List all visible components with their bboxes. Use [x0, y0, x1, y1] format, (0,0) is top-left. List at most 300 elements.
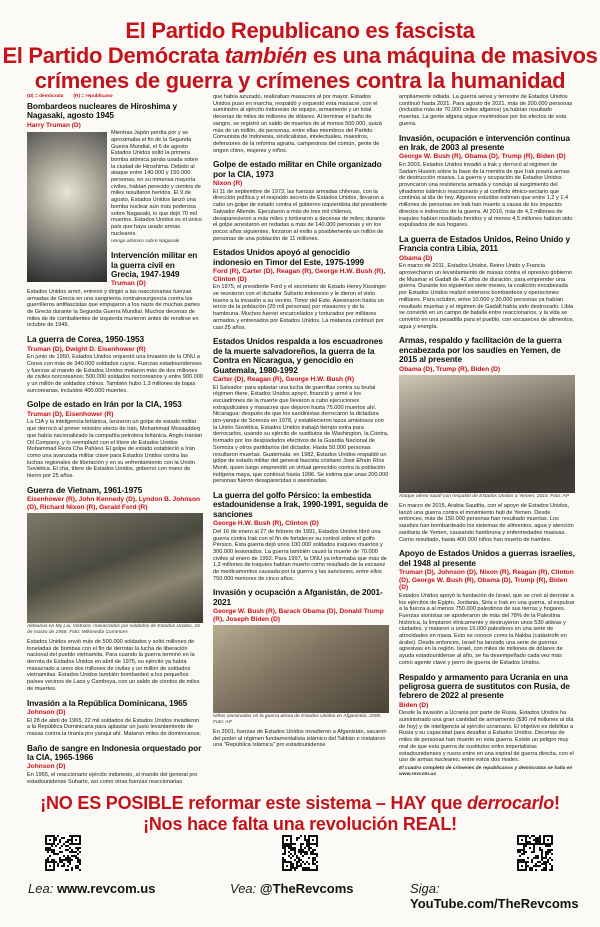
qr-module	[298, 859, 300, 861]
section-body: Desde la invasión a Ucrania por parte de Rusia, Estados Unidos ha suministrado una gran cantidad de armamento ($30 mil millones al día de hoy) y de inteligencia al ejército ucraniano. El objetivo es debilitar a Rusia y su capacidad para desafiar a Estados Unidos. Decenas de miles de personas han muerto en esta guerra. Existe un peligro muy real de que esta guerra de sustitutos entre imperialistas estadounidenses y rusos entre en una espiral de guerra directa, con el uso de armas nucleares, entre estos dos rivales.	[399, 710, 574, 764]
qr-module	[316, 869, 318, 871]
qr-module	[308, 869, 310, 871]
qr-module	[71, 837, 73, 839]
presidents-list: Eisenhower (R), John Kennedy (D), Lyndon B. Johnson (D), Richard Nixon (R), Gerald Ford (R)	[27, 496, 201, 511]
qr-module	[316, 861, 318, 863]
legend-rep: (R) = republicano	[73, 94, 113, 99]
qr-module	[77, 857, 79, 859]
qr-module	[290, 857, 292, 859]
qr-module	[47, 869, 49, 871]
qr-code-website[interactable]	[45, 835, 81, 871]
qr-module	[551, 869, 553, 871]
qr-module	[314, 835, 316, 837]
qr-module	[63, 837, 65, 839]
qr-module	[288, 847, 290, 849]
qr-module	[55, 861, 57, 863]
qr-module	[290, 861, 292, 863]
qr-module	[306, 861, 308, 863]
qr-module	[75, 843, 77, 845]
qr-module	[282, 859, 284, 861]
qr-module	[549, 863, 551, 865]
presidents-list: George W. Bush (R), Barack Obama (D), Donald Trump (R), Joseph Biden (D)	[213, 608, 384, 623]
qr-module	[316, 839, 318, 841]
qr-module	[73, 855, 75, 857]
qr-module	[549, 857, 551, 859]
photo-caption: Ataque aéreo saudí con respaldo de Estados Unidos a Yemen, 2015. Foto: AP	[399, 494, 570, 500]
qr-module	[47, 849, 49, 851]
section-title: Golpe de estado militar en Chile organizado por la CIA, 1973	[213, 159, 382, 179]
qr-module	[45, 863, 47, 865]
qr-module	[75, 847, 77, 849]
qr-module	[545, 855, 547, 857]
qr-module	[79, 841, 81, 843]
qr-module	[537, 855, 539, 857]
qr-module	[288, 843, 290, 845]
qr-module	[65, 849, 67, 851]
qr-module	[69, 863, 71, 865]
section-body: El 28 de abril de 1965, 22 mil soldados de Estados Unidos invadieron a la República Dominicana para aplastar un justo levantamiento de masas contra la tiranía pro yanqui ahí. Mataron miles de dominicanos.	[27, 717, 202, 737]
qr-module	[290, 845, 292, 847]
qr-module	[49, 847, 51, 849]
qr-module	[312, 863, 314, 865]
qr-module	[537, 865, 539, 867]
qr-module	[63, 843, 65, 845]
qr-module	[71, 843, 73, 845]
qr-module	[77, 853, 79, 855]
qr-module	[292, 865, 294, 867]
qr-module	[517, 843, 519, 845]
section-body: Estados Unidos armó, entrenó y dirigió a las reaccionarias fuerzas armadas de Grecia en una sangrienta contrainsurgencia contra los guerrilleros antifascistas que empujaron a los nazis de muchas partes de Grecia durante la Segunda Guerra Mundial. Muchos decenas de miles de de combatientes de izquierda murieron antes de rendirse en octubre de 1949.	[27, 288, 200, 329]
qr-pattern	[282, 835, 318, 871]
qr-module	[53, 837, 55, 839]
qr-module	[541, 869, 543, 871]
qr-module	[45, 841, 47, 843]
qr-module	[59, 839, 61, 841]
qr-module	[288, 861, 290, 863]
qr-module	[517, 863, 519, 865]
qr-module	[298, 857, 300, 859]
qr-module	[525, 865, 527, 867]
qr-module	[75, 839, 77, 841]
qr-module	[539, 865, 541, 867]
qr-module	[286, 861, 288, 863]
qr-module	[53, 859, 55, 861]
qr-module	[517, 867, 519, 869]
qr-module	[292, 843, 294, 845]
section-title: Bombardeos nucleares de Hiroshima y Nagasaki, agosto 1945	[27, 100, 178, 121]
section-body: que había azuzado, realizaban masacres al por mayor. Estados Unidos puso en marcha, respaldó y orquestó esta masacre, con el suministro al ejército indonesio de equipo, armamento y un total decenas de miles de millones de dólares. Al terminar el baño de sangre, se registró un saldo de muertes de al menos 500.000, quizá más de un millón, de personas, entre ellas miembros del Partido Comunista de Indonesia, sindicalistas, intelectuales, maestros, defensores de la reforma agraria, campesinos del común, gente de origen chino, mujeres y niños.	[213, 94, 382, 154]
section-body: El 11 de septiembre de 1973, las fuerzas armadas chilenas, con la dirección política y el respaldo secreto de Estados Unidos, llevaron a cabo un golpe de estado contra el gobierno izquierdista del presidente Salvador Allende. Ejecutaron a más de tres mil chilenos, desaparecieron a más miles y torturaron a decenas de miles; durante el golpe arrestaron en redadas a más de 140.000 personas y en los pocos años siguientes, forzaron al exilio a posiblemente un millón de personas de una población de 11 millones.	[213, 188, 388, 242]
qr-module	[312, 859, 314, 861]
qr-module	[298, 861, 300, 863]
qr-module	[294, 867, 296, 869]
section-title: Invasión y ocupación a Afganistán, de 2001-2021	[213, 587, 383, 607]
qr-module	[545, 865, 547, 867]
qr-module	[51, 859, 53, 861]
qr-module	[535, 863, 537, 865]
photo-caption: Aldeanos en My Lai, Vietnam, masacrados por soldados de Estados Unidos, 16 de marzo de 1968. Foto: Wikimedia Commons	[27, 624, 200, 636]
qr-module	[310, 843, 312, 845]
qr-module	[286, 835, 288, 837]
qr-module	[67, 865, 69, 867]
legend-dem: (D) = demócrata	[27, 94, 64, 99]
qr-module	[79, 839, 81, 841]
presidents-list: Biden (D)	[399, 701, 429, 709]
qr-module	[525, 843, 527, 845]
qr-module	[543, 835, 545, 837]
qr-module	[51, 861, 53, 863]
qr-module	[300, 859, 302, 861]
footer-read[interactable]	[28, 881, 155, 896]
qr-module	[47, 851, 49, 853]
footer-follow-link[interactable]: YouTube.com/TheRevcoms	[410, 896, 579, 911]
qr-module	[49, 869, 51, 871]
article-section	[27, 699, 203, 738]
headline-line-2	[0, 45, 600, 67]
qr-module	[535, 857, 537, 859]
qr-module	[79, 851, 81, 853]
qr-module	[67, 855, 69, 857]
qr-module	[521, 835, 523, 837]
qr-module	[71, 835, 73, 837]
qr-module	[306, 845, 308, 847]
qr-module	[65, 841, 67, 843]
qr-module	[549, 869, 551, 871]
section-body: En 2001, fuerzas de Estados Unidos invadieron a Afganistán, sacaron del poder al régimen fundamentalista islámico del Talibán e instalaron una "República Islámica" pro estadounidense	[213, 729, 387, 749]
qr-module	[527, 865, 529, 867]
qr-module	[306, 851, 308, 853]
qr-module	[517, 859, 519, 861]
qr-module	[547, 845, 549, 847]
qr-module	[53, 841, 55, 843]
qr-module	[294, 851, 296, 853]
qr-module	[308, 857, 310, 859]
qr-module	[543, 839, 545, 841]
qr-module	[541, 863, 543, 865]
qr-module	[547, 839, 549, 841]
qr-module	[288, 855, 290, 857]
qr-module	[525, 867, 527, 869]
photo-caption: Niños asesinados en la guerra aérea de Estados Unidos en Afganistán, 2009. Foto: AP	[213, 714, 382, 726]
qr-module	[75, 857, 77, 859]
call-line-1	[0, 793, 600, 814]
qr-module	[547, 851, 549, 853]
headline-line-3: crímenes de guerra y crímenes contra la humanidad	[34, 68, 566, 93]
qr-module	[290, 849, 292, 851]
section-body: En 1975, el presidente Ford y el secretario de Estado Henry Kissinger se reunieron con el dictador Suharto indonesio y le dieron el visto bueno a la invasión a su vecino, Timor del Este. Asesinaron hasta un tercio de la población (20 mil personas) por masacres y de la hambruna. Muchos fueron encarcelados y torturados por militares armados y entrenados por Estados Unidos. La matanza continuó por casi 25 años.	[213, 284, 387, 331]
qr-module	[312, 849, 314, 851]
section-photo	[399, 375, 575, 493]
footer-see-link[interactable]: @TheRevcoms	[259, 881, 354, 896]
qr-module	[300, 849, 302, 851]
qr-module	[537, 839, 539, 841]
qr-module	[288, 851, 290, 853]
footer-see[interactable]	[230, 881, 354, 896]
qr-module	[53, 861, 55, 863]
qr-module	[310, 851, 312, 853]
section-title: Golpe de estado en Irán por la CIA, 1953	[27, 399, 182, 410]
qr-module	[551, 849, 553, 851]
qr-module	[290, 853, 292, 855]
footer-read-link[interactable]: www.revcom.us	[56, 881, 156, 896]
qr-module	[71, 867, 73, 869]
section-title: Estados Unidos apoyó al genocidio indonesio en Timor del Este, 1975-1999	[213, 247, 364, 267]
qr-module	[300, 835, 302, 837]
qr-module	[517, 839, 519, 841]
qr-module	[45, 843, 47, 845]
qr-module	[69, 857, 71, 859]
qr-module	[302, 869, 304, 871]
section-title: Armas, respaldo y facilitación de la guerra encabezada por los saudíes en Yemen, de 2015 al presente	[399, 335, 562, 365]
qr-module	[45, 849, 47, 851]
article-section	[213, 248, 389, 331]
qr-module	[306, 869, 308, 871]
qr-module	[533, 843, 535, 845]
presidents-list: Carter (D), Reagan (R), George H.W. Bush (R)	[213, 375, 355, 383]
qr-module	[294, 869, 296, 871]
qr-module	[316, 837, 318, 839]
qr-module	[69, 851, 71, 853]
qr-module	[523, 835, 525, 837]
qr-module	[308, 845, 310, 847]
source-note: El cuadro completo de crímenes de republicanos y demócratas se halla en www.revcom.us	[399, 765, 573, 777]
qr-module	[284, 851, 286, 853]
qr-module	[521, 843, 523, 845]
presidents-list: Obama (D)	[399, 254, 433, 262]
qr-module	[45, 837, 47, 839]
qr-module	[521, 865, 523, 867]
qr-module	[290, 835, 292, 837]
qr-module	[282, 845, 284, 847]
qr-module	[523, 843, 525, 845]
qr-module	[314, 859, 316, 861]
section-body: El Salvador: para aplastar una lucha de guerrillas contra su brutal régimen títere, Estados Unidos apoyó, financió y armó a los escuadrones de la muerte que llevaron a cabo ejecuciones extrajudiciales y masacres que dejaron hasta 75.000 muertos ahí. Nicaragua: después de que los sandinistas derrocaron la dictadura pro-yanqui de Somoza en 1978, y establecieron lazos amistosos con la Unión Soviética, Estados Unidos trabajó tiempo extra para derrocarlos, usando su ejército de sustitutos de Washington, la Contra, formado por los despiadados efectivos de la Guardia Nacional de Somoza y otros partidarios del dictador. Hasta 50.000 personas resultaron muertas. Guatemala: en 1982, Estados Unidos respaldó un golpe de estado militar del general fascista cristiano José Efraín Ríos Montt, quien luego emprendió un virtual genocidio contra la población indígena maya, que continuó hasta 1996. Se estima que unas 200.000 personas fueron desaparecidas o asesinadas.	[213, 384, 389, 485]
qr-module	[296, 839, 298, 841]
footer-follow[interactable]	[410, 881, 600, 911]
qr-module	[57, 843, 59, 845]
qr-module	[312, 851, 314, 853]
qr-module	[316, 865, 318, 867]
qr-module	[79, 863, 81, 865]
qr-module	[517, 837, 519, 839]
qr-module	[284, 849, 286, 851]
qr-module	[79, 843, 81, 845]
qr-module	[59, 857, 61, 859]
qr-module	[298, 849, 300, 851]
qr-module	[296, 865, 298, 867]
section-body: En 1965, el reaccionario ejército indonesio, al mando del general pro estadounidense Suharto, así como otras fuerzas reaccionarias	[27, 772, 198, 785]
qr-module	[53, 853, 55, 855]
qr-module	[535, 837, 537, 839]
qr-module	[310, 847, 312, 849]
qr-module	[282, 869, 284, 871]
qr-module	[537, 837, 539, 839]
qr-module	[57, 863, 59, 865]
section-title: Apoyo de Estados Unidos a guerras israelíes, del 1948 al presente	[399, 548, 575, 568]
qr-module	[316, 867, 318, 869]
article-section	[399, 549, 575, 666]
qr-module	[45, 839, 47, 841]
qr-module	[286, 839, 288, 841]
qr-module	[67, 839, 69, 841]
qr-module	[77, 865, 79, 867]
qr-module	[551, 843, 553, 845]
qr-module	[310, 835, 312, 837]
qr-module	[71, 855, 73, 857]
qr-module	[312, 839, 314, 841]
qr-module	[71, 859, 73, 861]
qr-module	[79, 861, 81, 863]
section-body: En marzo de 2015, Arabia Saudita, con el apoyo de Estados Unidos, lanzó una guerra contra el movimiento huti de Yemen. Desde entonces, más de 150.000 personas han resultado muertas. Los saudíes han bombardeado los sistemas de alimentos, agua y atención sanitaria de Yemen, causando hambruna y enfermedades masivas. Como resultado, hasta 400.000 niños han muerto de hambre.	[399, 503, 574, 543]
qr-module	[67, 849, 69, 851]
qr-module	[519, 835, 521, 837]
qr-module	[531, 867, 533, 869]
qr-module	[282, 841, 284, 843]
section-body: En 2003, Estados Unidos invadió a Irak y derrocó al régimen de Sadam Husein sobre la base de la mentira de que Irak poseía armas de destrucción masiva. La guerra y ocupación de Estados Unidos provocaron una resistencia armada y condujo al surgimiento del yihadismo islámico reaccionario y al conflicto étnico-sectario que continúa al día de hoy. Algunos estudios estiman que entre 1,2 y 1,4 millones de personas en Irak han muerto a causa de los impactos directos e indirectos de la guerra. Al 2016, más de 4,2 millones de iraquíes habían resultado heridos y al menos 4,5 millones habían sido expulsados de sus hogares.	[399, 161, 573, 229]
qr-module	[79, 859, 81, 861]
qr-module	[292, 847, 294, 849]
qr-module	[308, 835, 310, 837]
qr-module	[298, 851, 300, 853]
qr-module	[539, 841, 541, 843]
qr-module	[519, 843, 521, 845]
qr-module	[527, 857, 529, 859]
qr-module	[284, 847, 286, 849]
qr-module	[525, 845, 527, 847]
qr-module	[302, 867, 304, 869]
qr-module	[71, 869, 73, 871]
qr-module	[53, 849, 55, 851]
qr-module	[304, 863, 306, 865]
qr-module	[288, 845, 290, 847]
qr-module	[63, 865, 65, 867]
qr-module	[523, 847, 525, 849]
qr-module	[79, 847, 81, 849]
presidents-list: Truman (D), Eisenhower (R)	[27, 410, 114, 418]
qr-code-youtube[interactable]	[517, 835, 553, 871]
presidents-list: Johnson (D)	[27, 763, 66, 771]
qr-module	[77, 847, 79, 849]
qr-module	[51, 835, 53, 837]
qr-module	[531, 859, 533, 861]
qr-module	[290, 863, 292, 865]
qr-module	[53, 843, 55, 845]
qr-code-social[interactable]	[282, 835, 318, 871]
qr-module	[523, 869, 525, 871]
qr-module	[527, 861, 529, 863]
qr-module	[53, 869, 55, 871]
qr-module	[541, 855, 543, 857]
qr-module	[284, 843, 286, 845]
qr-module	[300, 863, 302, 865]
qr-module	[535, 841, 537, 843]
footer-follow-label: Siga:	[410, 881, 440, 896]
qr-module	[306, 843, 308, 845]
party-legend	[27, 94, 203, 101]
qr-module	[314, 863, 316, 865]
qr-module	[551, 865, 553, 867]
qr-module	[57, 835, 59, 837]
qr-module	[294, 853, 296, 855]
qr-module	[551, 859, 553, 861]
qr-module	[73, 835, 75, 837]
qr-module	[75, 851, 77, 853]
qr-module	[539, 839, 541, 841]
qr-module	[543, 837, 545, 839]
qr-module	[71, 851, 73, 853]
section-body: ampliamente odiada. La guerra aérea y terrestre de Estados Unidos continuó hasta 2021. Para agosto de 2021, más de 200.000 personas (incluidos más de 70.000 civiles afganos) ya habían resultado muertas. La gente afgana sigue muriéndose por los efectos de esta guerra.	[399, 94, 573, 127]
presidents-list: Nixon (R)	[213, 180, 243, 188]
qr-module	[71, 841, 73, 843]
qr-module	[525, 869, 527, 871]
qr-module	[75, 867, 77, 869]
call-to-action	[0, 793, 600, 835]
qr-module	[541, 857, 543, 859]
qr-module	[296, 855, 298, 857]
qr-module	[541, 843, 543, 845]
qr-module	[290, 867, 292, 869]
article-section	[399, 134, 575, 229]
qr-module	[282, 857, 284, 859]
qr-module	[45, 859, 47, 861]
qr-module	[525, 837, 527, 839]
qr-module	[545, 857, 547, 859]
qr-module	[533, 849, 535, 851]
qr-module	[302, 851, 304, 853]
qr-module	[543, 841, 545, 843]
qr-module	[79, 835, 81, 837]
qr-module	[521, 861, 523, 863]
qr-module	[51, 851, 53, 853]
qr-module	[296, 857, 298, 859]
qr-module	[314, 843, 316, 845]
qr-module	[533, 857, 535, 859]
qr-module	[525, 863, 527, 865]
section-title: La guerra del golfo Pérsico: la embestida estadounidense a Irak, 1990-1991, seguida de sanciones	[213, 490, 388, 519]
qr-module	[304, 835, 306, 837]
qr-module	[284, 859, 286, 861]
qr-module	[545, 863, 547, 865]
qr-module	[69, 835, 71, 837]
qr-module	[302, 849, 304, 851]
qr-module	[551, 839, 553, 841]
qr-module	[531, 869, 533, 871]
qr-module	[517, 849, 519, 851]
qr-module	[288, 869, 290, 871]
qr-module	[282, 835, 284, 837]
qr-module	[59, 851, 61, 853]
qr-module	[304, 869, 306, 871]
qr-module	[282, 853, 284, 855]
qr-module	[300, 865, 302, 867]
qr-module	[69, 839, 71, 841]
qr-module	[545, 869, 547, 871]
qr-module	[53, 867, 55, 869]
article-section	[399, 235, 575, 330]
section-title: Invasión a la República Dominicana, 1965	[27, 697, 188, 708]
qr-module	[547, 861, 549, 863]
section-title: Baño de sangre en Indonesia orquestado por la CIA, 1965-1966	[27, 742, 202, 763]
qr-module	[294, 843, 296, 845]
qr-module	[519, 869, 521, 871]
article-section	[213, 160, 389, 242]
qr-module	[69, 859, 71, 861]
qr-module	[545, 845, 547, 847]
article-section	[213, 337, 389, 485]
footer-see-label: Vea:	[230, 881, 257, 896]
qr-module	[523, 859, 525, 861]
section-title: La guerra de Estados Unidos, Reino Unido y Francia contra Libia, 2011	[399, 233, 570, 254]
